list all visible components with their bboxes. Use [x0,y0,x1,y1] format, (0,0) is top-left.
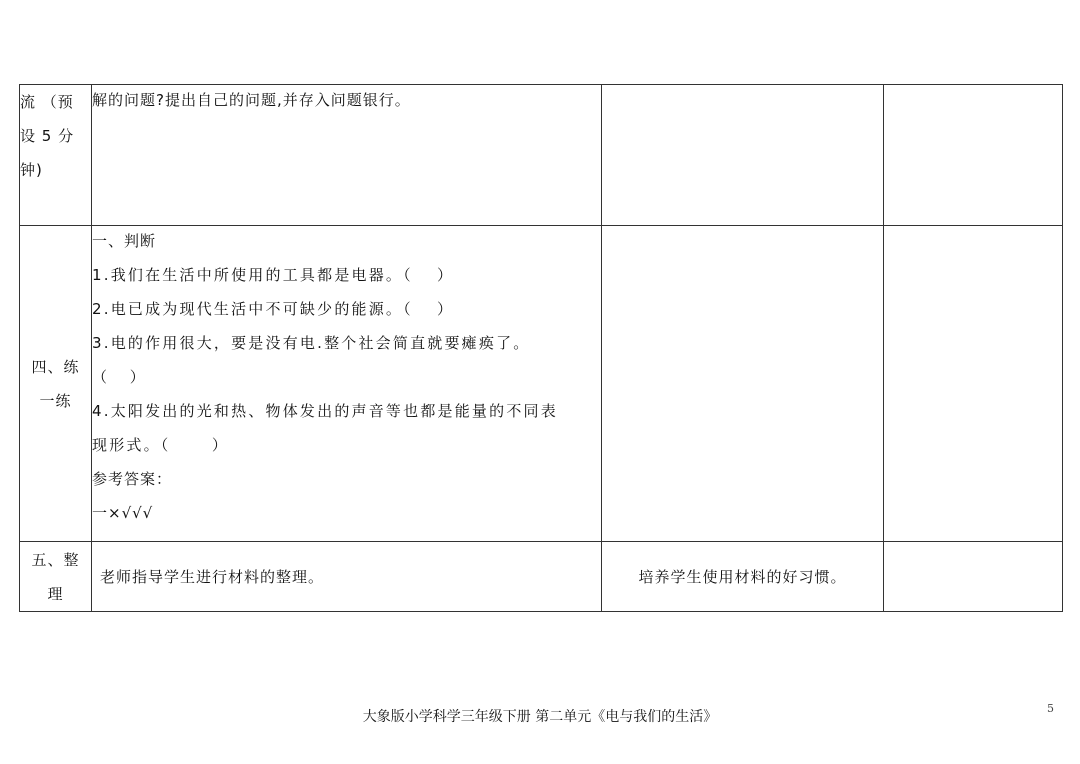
stage-line: 五、整 [31,550,80,569]
note-cell [884,226,1063,542]
page-number: 5 [1047,702,1054,715]
exercise-item-continued: （ ） [92,368,146,386]
lesson-plan-table [19,84,1063,612]
exercise-item: 2.电已成为现代生活中不可缺少的能源。（ ） [92,300,455,318]
stage-line: 四、练 [31,357,80,376]
answer-heading: 参考答案： [92,470,173,488]
stage-cell [20,85,92,226]
content-cell [92,226,602,542]
table-row [20,542,1063,612]
table-row [20,85,1063,226]
stage-line: 钟) [20,161,43,179]
stage-cell [20,542,92,612]
stage-cell [20,226,92,542]
answer-key: 一×√√√ [92,504,154,522]
page-footer: 大象版小学科学三年级下册 第二单元《电与我们的生活》 [362,709,718,725]
stage-line: 流 （预 [20,93,74,111]
note-cell [884,85,1063,226]
exercise-item: 4.太阳发出的光和热、物体发出的声音等也都是能量的不同表 [92,402,558,420]
purpose-cell [602,85,884,226]
exercise-heading: 一、判断 [92,232,157,250]
stage-line: 设 5 分 [20,127,75,145]
content-line: 解的问题?提出自己的问题,并存入问题银行。 [92,91,411,109]
purpose-cell [602,226,884,542]
stage-line: 理 [47,584,64,603]
note-cell [884,542,1063,612]
stage-line: 一练 [39,391,72,410]
exercise-item: 3.电的作用很大，要是没有电.整个社会简直就要瘫痪了。 [92,334,531,352]
table-row [20,226,1063,542]
content-cell [92,85,602,226]
exercise-item: 1.我们在生活中所使用的工具都是电器。（ ） [92,266,455,284]
purpose-cell: 培养学生使用材料的好习惯。 [602,542,884,612]
content-cell: 老师指导学生进行材料的整理。 [92,542,602,612]
exercise-item-continued: 现形式。（ ） [92,436,230,454]
